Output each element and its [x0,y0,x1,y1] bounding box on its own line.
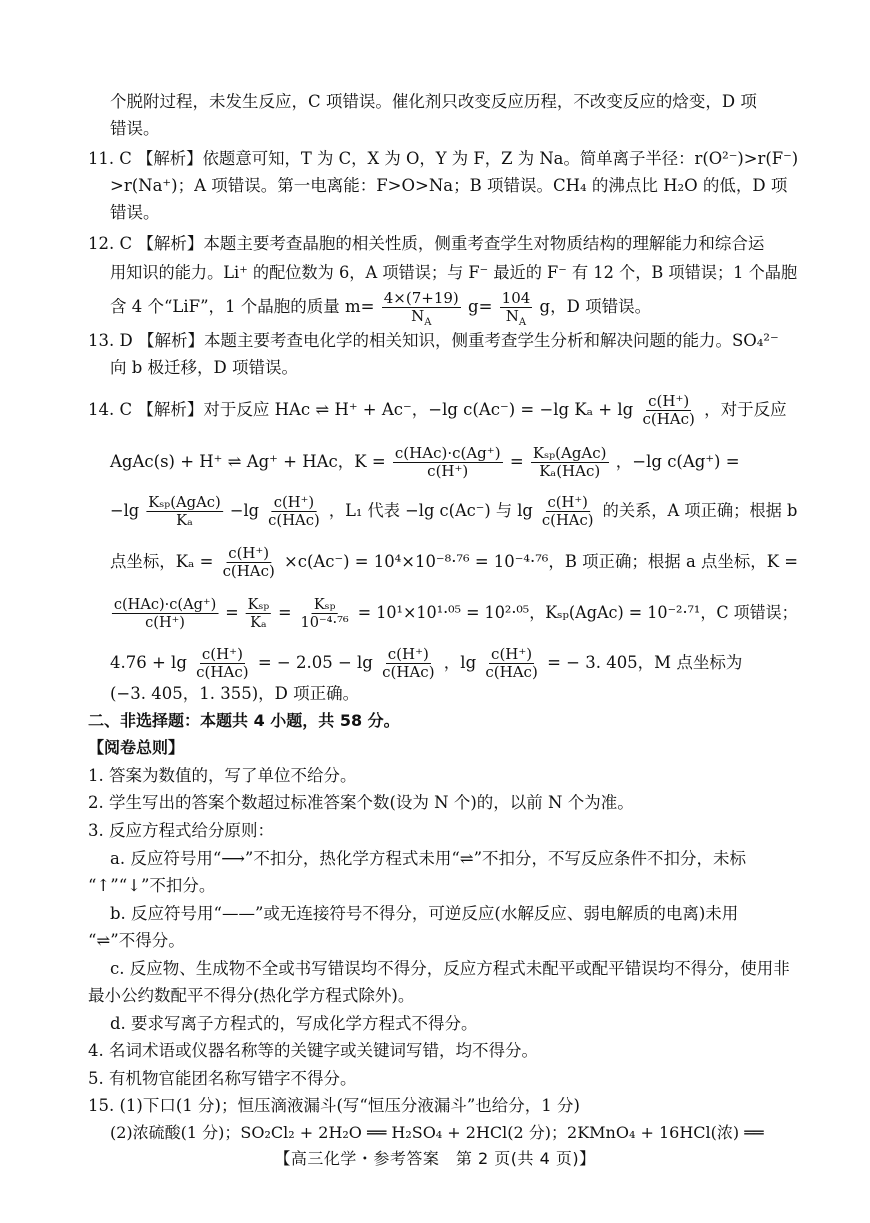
text-run: = [225,603,239,622]
text-line: 个脱附过程，未发生反应，C 项错误。催化剂只改变反应历程，不改变反应的焓变，D 项 [110,92,757,111]
fraction-numerator: c(HAc)·c(Ag⁺) [394,444,501,462]
rule-3c-1: c. 反应物、生成物不全或书写错误均不得分，反应方程式未配平或配平错误均不得分，使用非 [110,959,790,978]
fraction-numerator: c(H⁺) [387,645,429,663]
fraction [393,445,503,480]
rules-heading: 【阅卷总则】 [88,738,185,757]
subscript: A [518,317,527,328]
text-run: ×c(Ac⁻) = 10⁴×10⁻⁸·⁷⁶ = 10⁻⁴·⁷⁶，B 项正确；根据 a 点坐标，K = [283,552,798,571]
fraction [531,445,609,480]
rule-3a-2: “↑”“↓”不扣分。 [88,876,216,895]
q14-line-7: (−3. 405，1. 355)，D 项正确。 [110,684,360,703]
fraction-denominator: Kₐ [250,613,267,631]
text-run: ，L₁ 代表 −lg c(Ac⁻) 与 lg [328,501,533,520]
text-run: ，对于反应 [704,400,787,419]
fraction [221,545,277,580]
q12-line-3 [110,289,652,328]
fraction-numerator: Kₛₚ [313,595,336,613]
rule-3b-1: b. 反应符号用“——”或无连接符号不得分，可逆反应(水解反应、弱电解质的电离)未用 [110,904,739,923]
text-run: 14. C 【解析】对于反应 HAc ⇌ H⁺ + Ac⁻，−lg c(Ac⁻) = −lg Kₐ + lg [88,400,634,419]
fraction [540,494,596,529]
q12-line-1: 12. C 【解析】本题主要考查晶胞的相关性质，侧重考查学生对物质结构的理解能力和综合运 [88,234,765,253]
q15-part-1: 15. (1)下口(1 分)；恒压滴液漏斗(写“恒压分液漏斗”也给分，1 分) [88,1096,580,1115]
fraction-denominator [504,307,528,328]
fraction-denominator: 10⁻⁴·⁷⁶ [300,613,349,631]
fraction-denominator [409,307,433,328]
q14-line-3 [110,494,797,529]
q11-line-2: >r(Na⁺)；A 项错误。第一电离能：F>O>Na；B 项错误。CH₄ 的沸点比 H₂O 的低，D 项 [110,176,788,195]
text-run: 点坐标，Kₐ = [110,552,214,571]
fraction-numerator: c(H⁺) [273,493,315,511]
fraction-denominator: c(HAc) [485,663,538,681]
fraction-denominator: c(HAc) [541,511,594,529]
fraction-numerator: c(H⁺) [201,645,243,663]
text-run: g= [468,297,493,316]
text-run: 的关系，A 项正确；根据 b [602,501,798,520]
rule-3d: d. 要求写离子方程式的，写成化学方程式不得分。 [110,1014,478,1033]
fraction-denominator: Kₐ [176,511,193,529]
subscript: A [424,317,432,328]
text-run: 含 4 个“LiF”，1 个晶胞的质量 m= [110,297,375,316]
text-run: g，D 项错误。 [539,297,652,316]
fraction [483,646,539,681]
rule-3: 3. 反应方程式给分原则： [88,821,274,840]
q14-line-5 [110,596,798,631]
fraction-numerator: c(H⁺) [228,544,270,562]
rule-3c-2: 最小公约数配平不得分(热化学方程式除外)。 [88,986,415,1005]
q14-line-1 [88,393,787,428]
q11-line-3: 错误。 [110,203,160,222]
text-run: ，−lg c(Ag⁺) = [615,452,740,471]
fraction-denominator: c(H⁺) [427,462,469,480]
text-run: −lg [110,501,140,520]
fraction-denominator: c(HAc) [222,562,275,580]
mass-fraction [382,289,461,328]
fraction-numerator: Kₛₚ [247,595,270,613]
rule-2: 2. 学生写出的答案个数超过标准答案个数(设为 N 个)的，以前 N 个为准。 [88,793,634,812]
text-run: = [509,452,524,471]
fraction-denominator: c(H⁺) [145,613,185,631]
fraction-numerator: Kₛₚ(AgAc) [148,493,221,511]
q14-line-2 [110,445,740,480]
rule-3a-1: a. 反应符号用“⟶”不扣分，热化学方程式未用“⇌”不扣分，不写反应条件不扣分，未标 [110,849,747,868]
q14-line-4 [110,545,798,580]
text-run: = − 2.05 − lg [257,653,373,672]
q12-line-2: 用知识的能力。Li⁺ 的配位数为 6，A 项错误；与 F⁻ 最近的 F⁻ 有 12 个，B 项错误；1 个晶胞 [110,263,798,282]
fraction-denominator: Kₐ(HAc) [539,462,601,480]
fraction [266,494,322,529]
text-run: = − 3. 405，M 点坐标为 [547,653,743,672]
text-run: = [278,603,292,622]
q15-part-2: (2)浓硫酸(1 分)；SO₂Cl₂ + 2H₂O ══ H₂SO₄ + 2HCl(2 分)；2KMnO₄ + 16HCl(浓) ══ [110,1123,764,1142]
fraction-numerator: Kₛₚ(AgAc) [532,444,607,462]
page-footer [0,1148,870,1170]
q11-line-1: 11. C 【解析】依题意可知，T 为 C，X 为 O，Y 为 F，Z 为 Na。简单离子半径：r(O²⁻)>r(F⁻) [88,149,799,168]
text-run: ，lg [443,653,477,672]
fraction [299,596,351,631]
rule-4: 4. 名词术语或仪器名称等的关键字或关键词写错，均不得分。 [88,1041,538,1060]
footer-text: 【高三化学・参考答案 第 2 页(共 4 页)】 [274,1149,596,1168]
fraction-numerator: 104 [501,289,531,307]
fraction-numerator: c(H⁺) [547,493,588,511]
text-run: −lg [229,501,260,520]
text-run: AgAc(s) + H⁺ ⇌ Ag⁺ + HAc，K = [110,452,386,471]
text-run: = 10¹×10¹·⁰⁵ = 10²·⁰⁵，Kₛₚ(AgAc) = 10⁻²·⁷¹，C 项错误； [357,603,798,622]
section-heading: 二、非选择题：本题共 4 小题，共 58 分。 [88,711,400,730]
fraction [146,494,222,529]
q14-line-6 [110,646,742,681]
mass-fraction-2 [500,289,533,328]
q13-line-2: 向 b 极迁移，D 项错误。 [110,358,299,377]
fraction [112,596,218,631]
text-run: 4.76 + lg [110,653,187,672]
fraction-numerator: c(HAc)·c(Ag⁺) [113,595,217,613]
fraction-numerator: c(H⁺) [648,392,690,410]
fraction-denominator: c(HAc) [382,663,435,681]
rule-5: 5. 有机物官能团名称写错字不得分。 [88,1069,357,1088]
fraction [640,393,696,428]
rule-1: 1. 答案为数值的，写了单位不给分。 [88,766,357,785]
fraction-numerator: 4×(7+19) [383,289,459,307]
fraction-denominator: c(HAc) [268,511,320,529]
fraction-denominator: c(HAc) [196,663,249,681]
text-line: 错误。 [110,119,160,138]
symbol: N [411,307,425,325]
rule-3b-2: “⇌”不得分。 [88,931,185,950]
fraction-numerator: c(H⁺) [491,645,533,663]
fraction [246,596,271,631]
fraction [194,646,250,681]
q13-line-1: 13. D 【解析】本题主要考查电化学的相关知识，侧重考查学生分析和解决问题的能力。SO₄²⁻ [88,331,779,350]
fraction-denominator: c(HAc) [642,410,695,428]
symbol: N [505,307,519,325]
fraction [380,646,436,681]
